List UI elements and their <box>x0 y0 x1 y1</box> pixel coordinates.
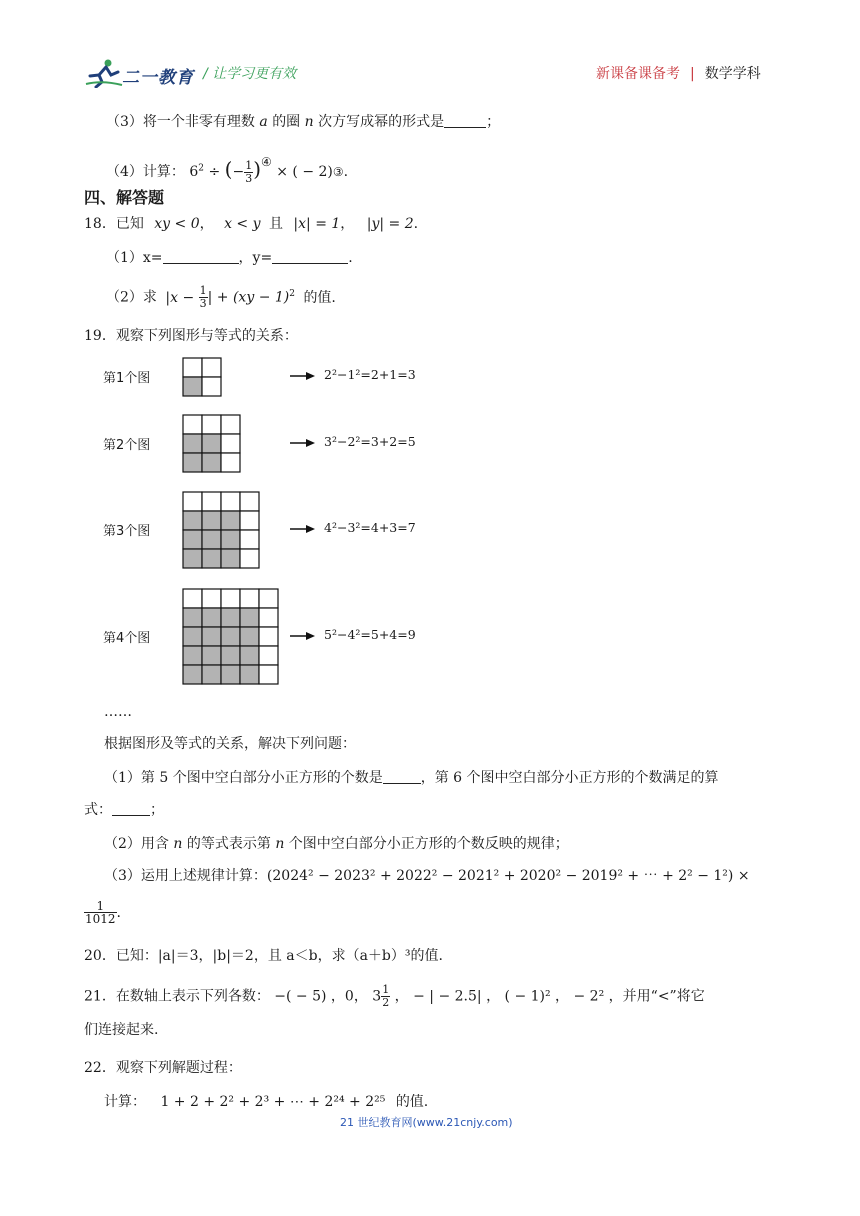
shaded-square <box>183 511 202 530</box>
shaded-square <box>183 377 202 396</box>
shaded-square <box>240 627 259 646</box>
q17-part3: （3）将一个非零有理数 a 的圈 n 次方写成幂的形式是 ； <box>106 114 501 130</box>
fraction-one-third-b: $\frac{1}{3}$ <box>199 284 207 311</box>
blank-square <box>240 549 259 568</box>
shaded-square <box>183 665 202 684</box>
shaded-square <box>202 530 221 549</box>
figure-grid <box>182 414 241 473</box>
header-logo <box>84 58 194 88</box>
q19-stem: 19．观察下列图形与等式的关系： <box>84 328 298 344</box>
figure-equation: 3²−2²=3+2=5 <box>324 433 416 449</box>
figure-label: 第4个图 <box>103 630 151 646</box>
arrow-right-icon <box>290 524 316 534</box>
blank-square <box>259 665 278 684</box>
shaded-square <box>183 434 202 453</box>
answer-blank <box>383 769 421 784</box>
q20: 20．已知：|a|＝3，|b|＝2，且 a＜b，求（a＋b）³的值. <box>84 948 443 964</box>
shaded-square <box>183 530 202 549</box>
footer: 21 世纪教育网(www.21cnjy.com) <box>340 1116 513 1129</box>
q19-part3-fraction: $\frac{1}{1012}$ . <box>85 899 121 926</box>
shaded-square <box>202 434 221 453</box>
figure-label: 第3个图 <box>103 524 151 539</box>
shaded-square <box>202 511 221 530</box>
header-subject <box>596 63 761 83</box>
shaded-square <box>202 608 221 627</box>
header-course-label: 新课备课备考 <box>596 66 680 82</box>
blank-square <box>183 492 202 511</box>
shaded-square <box>202 627 221 646</box>
shaded-square <box>183 608 202 627</box>
blank-square <box>183 358 202 377</box>
q18-part1: （1）x= ，y= . <box>106 250 353 266</box>
shaded-square <box>240 646 259 665</box>
q19-part2: （2）用含 n 的等式表示第 n 个图中空白部分小正方形的个数反映的规律； <box>104 836 569 852</box>
blank-square <box>202 589 221 608</box>
blank-square <box>183 589 202 608</box>
shaded-square <box>221 627 240 646</box>
shaded-square <box>221 549 240 568</box>
shaded-square <box>202 549 221 568</box>
figure-equation: 4²−3²=4+3=7 <box>324 520 416 535</box>
shaded-square <box>183 646 202 665</box>
q19-intro: 根据图形及等式的关系，解决下列问题： <box>104 736 356 752</box>
q19-part1: （1）第 5 个图中空白部分小正方形的个数是 ，第 6 个图中空白部分小正方形的个数满足的算 <box>104 770 719 786</box>
blank-square <box>202 377 221 396</box>
logo-text: 二一教育 <box>122 68 194 88</box>
figure-grid <box>182 588 279 685</box>
q17-part4: （4）计算： $6^2$ ÷ (− $\frac{1}{3}$ )④ × ( − 2)③. <box>106 155 349 185</box>
q18-part2: （2）求 |x − $\frac{1}{3}$ | + (xy − 1)$^2$ 的值. <box>106 284 336 311</box>
shaded-square <box>183 453 202 472</box>
runner-logo-icon <box>84 58 124 88</box>
blank-square <box>259 589 278 608</box>
q21-cont: 们连接起来. <box>84 1022 159 1038</box>
blank-square <box>240 589 259 608</box>
blank-square <box>259 646 278 665</box>
shaded-square <box>221 530 240 549</box>
blank-square <box>221 589 240 608</box>
shaded-square <box>221 608 240 627</box>
arrow-right-icon <box>290 371 316 381</box>
q18-stem: 18．已知 xy < 0， x < y 且 |x| = 1， |y| = 2. <box>84 216 419 232</box>
shaded-square <box>240 608 259 627</box>
header-slogan: / 让学习更有效 <box>203 66 297 82</box>
arrow-right-icon <box>290 438 316 448</box>
blank-square <box>240 511 259 530</box>
figure-grid <box>182 357 222 397</box>
blank-square <box>221 492 240 511</box>
shaded-square <box>221 511 240 530</box>
answer-blank-y <box>272 249 348 264</box>
blank-square <box>202 358 221 377</box>
arrow-right-icon <box>290 631 316 641</box>
blank-square <box>240 492 259 511</box>
figure-equation: 2²−1²=2+1=3 <box>324 367 416 382</box>
shaded-square <box>221 665 240 684</box>
header-separator: | <box>690 66 695 82</box>
answer-blank <box>112 801 150 816</box>
answer-blank-x <box>163 249 239 264</box>
blank-square <box>221 453 240 472</box>
shaded-square <box>183 549 202 568</box>
blank-square <box>202 415 221 434</box>
shaded-square <box>202 665 221 684</box>
q19-ellipsis: …… <box>104 704 132 720</box>
shaded-square <box>240 665 259 684</box>
blank-square <box>240 530 259 549</box>
shaded-square <box>202 453 221 472</box>
q19-part3: （3）运用上述规律计算：(2024² − 2023² + 2022² − 2021² + 2020² − 2019² + ⋯ + 2² − 1²) × <box>104 868 750 884</box>
figure-equation: 5²−4²=5+4=9 <box>324 626 416 642</box>
figure-label: 第1个图 <box>103 371 151 386</box>
mixed-fraction: $\frac{1}{2}$ <box>382 983 390 1009</box>
blank-square <box>202 492 221 511</box>
q21: 21．在数轴上表示下列各数： −( − 5) ，0， 3 $\frac{1}{2}$ ， − | − 2.5| ， ( − 1)² ， − 2² ，并用“<”将它 <box>84 983 705 1009</box>
blank-square <box>183 415 202 434</box>
blank-square <box>259 608 278 627</box>
blank-square <box>221 434 240 453</box>
q22-calc: 计算： 1 + 2 + 2² + 2³ + ⋯ + 2²⁴ + 2²⁵ 的值. <box>104 1094 429 1110</box>
blank-square <box>259 627 278 646</box>
q22-stem: 22．观察下列解题过程： <box>84 1060 242 1076</box>
figure-label: 第2个图 <box>103 437 151 453</box>
figure-grid <box>182 491 260 569</box>
shaded-square <box>202 646 221 665</box>
shaded-square <box>221 646 240 665</box>
section-title: 四、解答题 <box>84 188 165 207</box>
answer-blank <box>444 113 486 128</box>
shaded-square <box>183 627 202 646</box>
q19-part1-cont: 式： ； <box>84 802 164 818</box>
header-subject-label: 数学学科 <box>704 66 761 82</box>
blank-square <box>221 415 240 434</box>
fraction-one-third: $\frac{1}{3}$ <box>245 158 253 185</box>
